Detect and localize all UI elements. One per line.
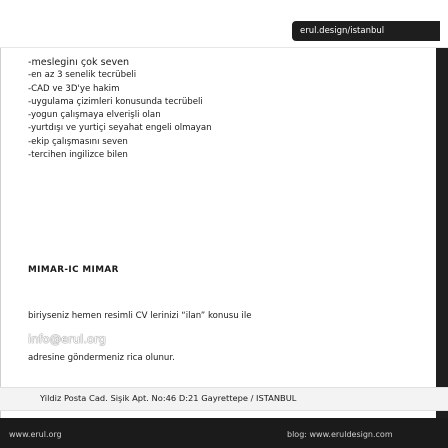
requirement-item: -ekip çalışmasını seven [28, 136, 128, 147]
top-bar-left [0, 0, 200, 47]
requirement-item: -CAD ve 3D'ye hakim [28, 83, 120, 94]
requirement-item: -yogun çalışmaya elverişli olan [28, 110, 161, 121]
requirements-list [28, 56, 212, 162]
job-title-heading: MIMAR-IC MIMAR [28, 265, 119, 275]
site-url-badge[interactable]: erul.design/istanbul [292, 21, 440, 41]
application-description: biriyseniz hemen resimli CV lerinizi “ilan” konusu ile [28, 311, 252, 321]
top-bar [0, 0, 448, 48]
requirement-item: -meslegi̇nı çok seven [28, 57, 130, 68]
right-edge-strip [436, 48, 448, 418]
footer-website-link[interactable]: www.erul.org [9, 430, 62, 439]
contact-email-link[interactable]: info@erul.org [28, 332, 106, 346]
footer-blog-link[interactable]: blog: www.eruldesign.com [287, 430, 393, 439]
requirement-item: -en az 3 senelik tecrübeli [28, 70, 137, 81]
application-note: adresine göndermeniz rica olunur. [28, 353, 175, 363]
requirement-item: -yurtdışı ve yurtiçi seyahat engeli olmayan [28, 123, 212, 134]
office-address: Yildiz Posta Cad. Sişik Apt. No:46 D:21 Gayrettepe / ISTANBUL [40, 393, 297, 403]
requirement-item: -uygulama çizimleri konusunda tecrübeli [28, 96, 203, 107]
requirement-item: -tercihen ingilizce bilen [28, 150, 128, 161]
